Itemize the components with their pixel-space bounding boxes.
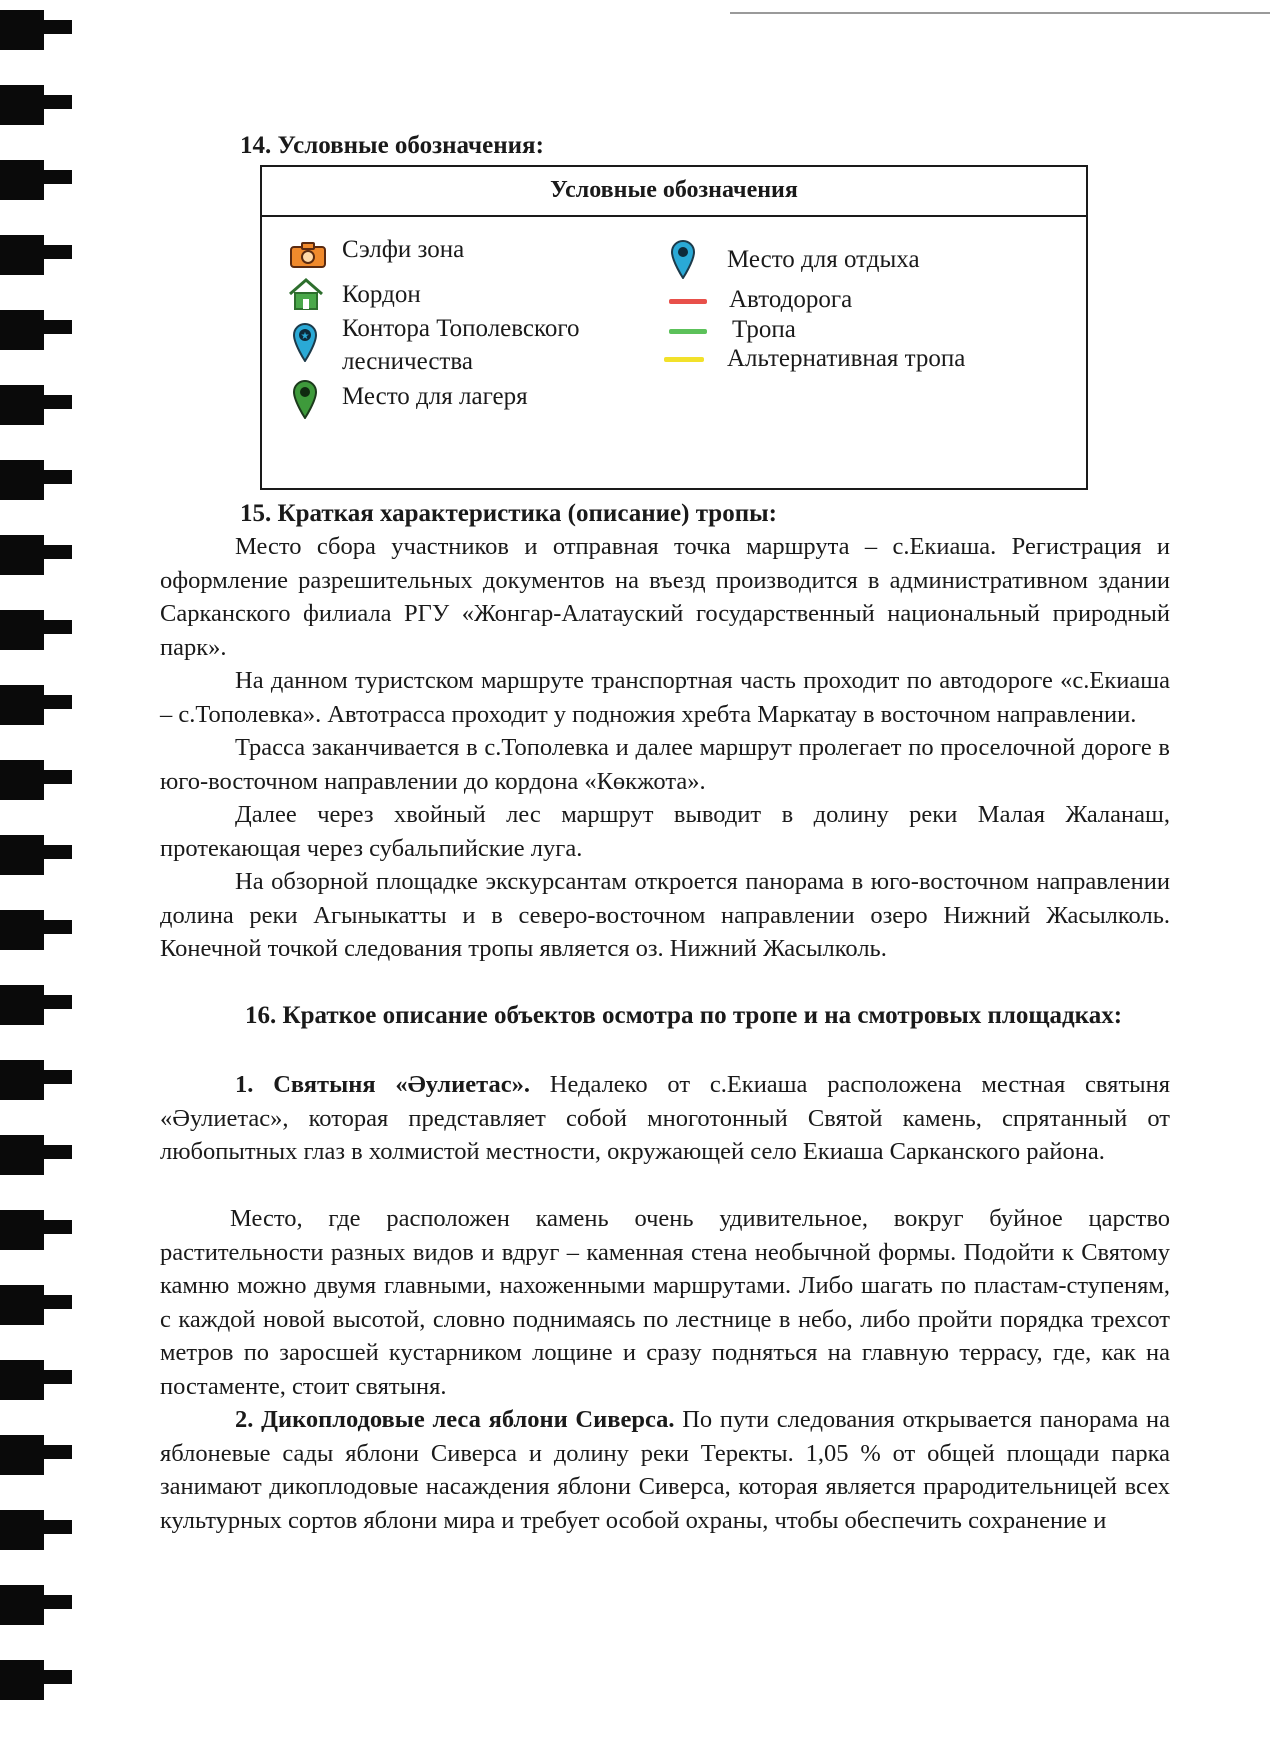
legend-label-selfie-zone: Сэлфи зона — [342, 236, 465, 263]
green-line-icon — [669, 329, 707, 334]
binding-hole — [0, 610, 44, 650]
house-icon — [288, 277, 324, 311]
blue-pin-icon — [670, 239, 696, 279]
description-paragraph: Далее через хвойный лес маршрут выводит в долину реки Малая Жаланаш, протекающая через субальпийские луга. — [160, 801, 1170, 862]
legend-label-camp-site: Место для лагеря — [342, 383, 528, 410]
camera-icon — [290, 242, 326, 268]
object-title: 1. Святыня «Әулиетас». — [235, 1071, 530, 1098]
spiral-binding — [0, 0, 80, 1755]
legend-label-rest-place: Место для отдыха — [727, 246, 920, 273]
binding-hole — [0, 535, 44, 575]
binding-hole — [0, 910, 44, 950]
page-edge-rule — [730, 12, 1270, 14]
description-paragraph: Трасса заканчивается в с.Тополевка и далее маршрут пролегает по проселочной дороге в юго-восточном направлении до кордона «Көкжота». — [160, 734, 1170, 795]
object-title: 2. Дикоплодовые леса яблони Сиверса. — [235, 1406, 675, 1433]
binding-hole — [0, 1435, 44, 1475]
legend-heading: 14. Условные обозначения: — [240, 132, 544, 159]
binding-hole — [0, 1060, 44, 1100]
binding-hole — [0, 385, 44, 425]
binding-hole — [0, 1285, 44, 1325]
description-paragraph: На данном туристском маршруте транспортная часть проходит по автодороге «с.Екиаша – с.Тополевка». Автотрасса проходит у подножия хребта Маркатау в восточном направлении. — [160, 667, 1170, 728]
binding-hole — [0, 1135, 44, 1175]
legend-label-forestry-office: Контора Тополевского лесничества — [342, 315, 580, 375]
svg-text:★: ★ — [300, 331, 310, 342]
binding-hole — [0, 760, 44, 800]
binding-hole — [0, 835, 44, 875]
binding-hole — [0, 1585, 44, 1625]
yellow-line-icon — [664, 357, 704, 362]
binding-hole — [0, 685, 44, 725]
object-paragraph: 2. Дикоплодовые леса яблони Сиверса. По пути следования открывается панорама на яблоневые сады яблони Сиверса и долину реки Теректы. 1,05 % от общей площади парка занимают дикоплодовые насаждения яблони Сиверса, которая является прародительницей всех культурных сортов яблони мира и требует особой охраны, чтобы обеспечить сохранение и — [160, 1406, 1170, 1534]
description-paragraph: На обзорной площадке экскурсантам откроется панорама в юго-восточном направлении долина реки Агыныкатты и в северо-восточном направлении озеро Нижний Жасылколь. Конечной точкой следования тропы является оз. Нижний Жасылколь. — [160, 868, 1170, 962]
binding-hole — [0, 1360, 44, 1400]
object-paragraph: 1. Святыня «Әулиетас». Недалеко от с.Екиаша расположена местная святыня «Әулиетас», которая представляет собой многотонный Святой камень, спрятанный от любопытных глаз в холмистой местности, окружающей село Екиаша Сарканского района. — [160, 1071, 1170, 1165]
binding-hole — [0, 160, 44, 200]
binding-hole — [0, 235, 44, 275]
legend-label-cordon: Кордон — [342, 281, 421, 308]
objects-heading: 16. Краткое описание объектов осмотра по тропе и на смотровых площадках: — [245, 1002, 1123, 1029]
description-heading: 15. Краткая характеристика (описание) тропы: — [240, 500, 777, 527]
binding-hole — [0, 1510, 44, 1550]
legend-title: Условные обозначения — [262, 167, 1086, 217]
blue-star-pin-icon — [292, 322, 318, 362]
binding-hole — [0, 1660, 44, 1700]
legend-box — [260, 165, 1088, 490]
description-paragraph: Место сбора участников и отправная точка маршрута – с.Екиаша. Регистрация и оформление разрешительных документов на въезд производится в административном здании Сарканского филиала РГУ «Жонгар-Алатауский государственный национальный природный парк». — [160, 533, 1170, 661]
legend-label-road: Автодорога — [729, 286, 853, 313]
binding-hole — [0, 85, 44, 125]
binding-hole — [0, 1210, 44, 1250]
legend-label-trail: Тропа — [732, 316, 796, 343]
binding-hole — [0, 460, 44, 500]
binding-hole — [0, 310, 44, 350]
legend-label-alt-trail: Альтернативная тропа — [727, 345, 966, 372]
binding-hole — [0, 985, 44, 1025]
green-pin-icon — [292, 379, 318, 419]
binding-hole — [0, 10, 44, 50]
red-line-icon — [669, 299, 707, 304]
object-paragraph: Место, где расположен камень очень удивительное, вокруг буйное царство растительности разных видов и вдруг – каменная стена необычной формы. Подойти к Святому камню можно двумя главными, нахоженными маршрутами. Либо шагать по пластам-ступеням, с каждой новой высотой, словно поднимаясь по лестнице в небо, либо пройти порядка трехсот метров по заросшей кустарником лощине и сразу подняться на главную террасу, где, как на постаменте, стоит святыня. — [160, 1205, 1170, 1400]
